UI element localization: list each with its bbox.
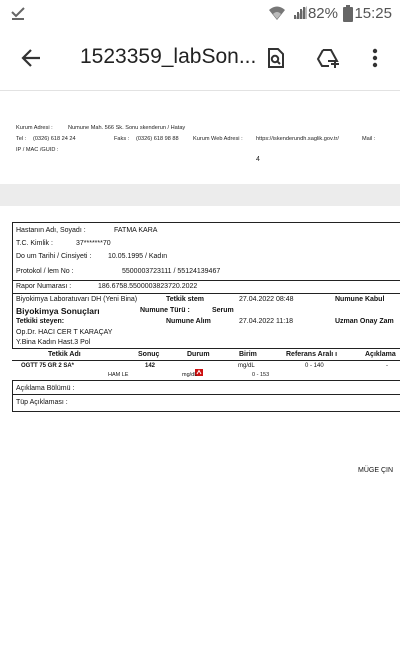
sample-accept-label: Numune Kabul	[335, 296, 385, 303]
test-reference: 0 - 140	[305, 363, 324, 369]
report-number-value: 186.6758.5500003823720.2022	[98, 283, 198, 290]
faks-value: (0326) 618 98 88	[136, 136, 179, 142]
request-date-label: Tetkik stem	[166, 296, 204, 303]
protocol-value: 5500003723111 / 55124139467	[122, 268, 221, 275]
sub-label: HAM LE	[108, 372, 129, 378]
mail-label: Mail :	[362, 136, 376, 142]
test-comment: -	[386, 363, 388, 369]
tc-label: T.C. Kimlik :	[16, 240, 53, 247]
table-row	[12, 361, 400, 380]
col-header-status: Durum	[187, 351, 210, 358]
doctor-name: Op.Dr. HACI CER T KARAÇAY	[16, 329, 113, 336]
sub-reference: 0 - 153	[252, 372, 270, 378]
request-date-value: 27.04.2022 08:48	[239, 296, 294, 303]
status-bar	[0, 0, 400, 28]
col-header-comment: Açıklama	[365, 351, 396, 358]
add-to-drive-button[interactable]	[308, 38, 348, 78]
sub-unit: mg/dL	[182, 372, 198, 378]
tube-comment-label: Tüp Açıklaması :	[16, 399, 68, 406]
clinic-name: Y.Bina Kadın Hast.3 Pol	[16, 339, 91, 346]
more-options-button[interactable]	[355, 38, 395, 78]
patient-name-value: FATMA KARA	[114, 227, 158, 234]
ip-label: IP / MAC /GUID :	[16, 147, 59, 153]
signature-name: MÜGE ÇIN	[358, 467, 393, 474]
section-title: Biyokimya Sonuçları	[16, 306, 100, 316]
document-title: 1523359_labSon...	[80, 45, 257, 68]
faks-label: Faks :	[114, 136, 130, 142]
test-name: OGTT 75 GR 2 SA*	[21, 363, 75, 369]
requested-by-label: Tetkiki steyen:	[16, 318, 65, 325]
arrow-back-icon	[20, 47, 42, 69]
report-number-label: Rapor Numarası :	[16, 283, 72, 290]
wifi-icon	[268, 5, 286, 26]
add-to-drive-icon	[316, 47, 340, 69]
expert-approval-label: Uzman Onay Zam	[335, 318, 394, 325]
clock: 15:25	[354, 5, 392, 22]
web-label: Kurum Web Adresi :	[193, 136, 243, 142]
col-header-unit: Birim	[239, 351, 257, 358]
battery-icon	[343, 5, 353, 27]
lab-name: Biyokimya Laboratuvarı DH (Yeni Bina)	[16, 296, 138, 303]
download-done-icon	[10, 5, 26, 26]
search-in-document-button[interactable]	[256, 38, 296, 78]
web-value: https://iskenderundh.saglik.gov.tr/	[256, 136, 339, 142]
protocol-label: Protokol / lem No :	[16, 268, 74, 275]
col-header-test: Tetkik Adı	[48, 351, 81, 358]
test-unit: mg/dL	[238, 363, 255, 369]
birth-value: 10.05.1995 / Kadın	[108, 253, 168, 260]
sample-taken-value: 27.04.2022 11:18	[239, 318, 293, 325]
kurum-adresi-label: Kurum Adresi :	[16, 125, 53, 131]
sample-taken-label: Numune Alım	[166, 318, 211, 325]
page-number: 4	[256, 156, 260, 163]
comments-label: Açıklama Bölümü :	[16, 385, 75, 392]
col-header-reference: Referans Aralı ı	[286, 351, 338, 358]
birth-label: Do um Tarihi / Cinsiyeti :	[16, 253, 92, 260]
battery-percent: 82%	[307, 5, 338, 22]
col-header-result: Sonuç	[138, 351, 160, 358]
test-result: 142	[145, 363, 156, 369]
pdf-page-footer	[0, 91, 400, 183]
patient-name-label: Hastanın Adı, Soyadı :	[16, 227, 86, 234]
sample-type-label: Numune Türü :	[140, 307, 190, 314]
back-button[interactable]	[11, 38, 51, 78]
kurum-adresi-value: Numune Mah. 566 Sk. Sonu skenderun / Hatay	[68, 125, 186, 131]
app-bar	[0, 28, 400, 88]
tel-value: (0326) 618 24 24	[33, 136, 76, 142]
sample-type-value: Serum	[212, 307, 234, 314]
tel-label: Tel :	[16, 136, 27, 142]
pdf-page	[0, 206, 400, 667]
find-in-page-icon	[265, 47, 287, 69]
more-vert-icon	[372, 48, 378, 68]
signal-icon	[292, 5, 308, 26]
page-gap	[0, 184, 400, 206]
tc-value: 37*******70	[76, 240, 111, 247]
